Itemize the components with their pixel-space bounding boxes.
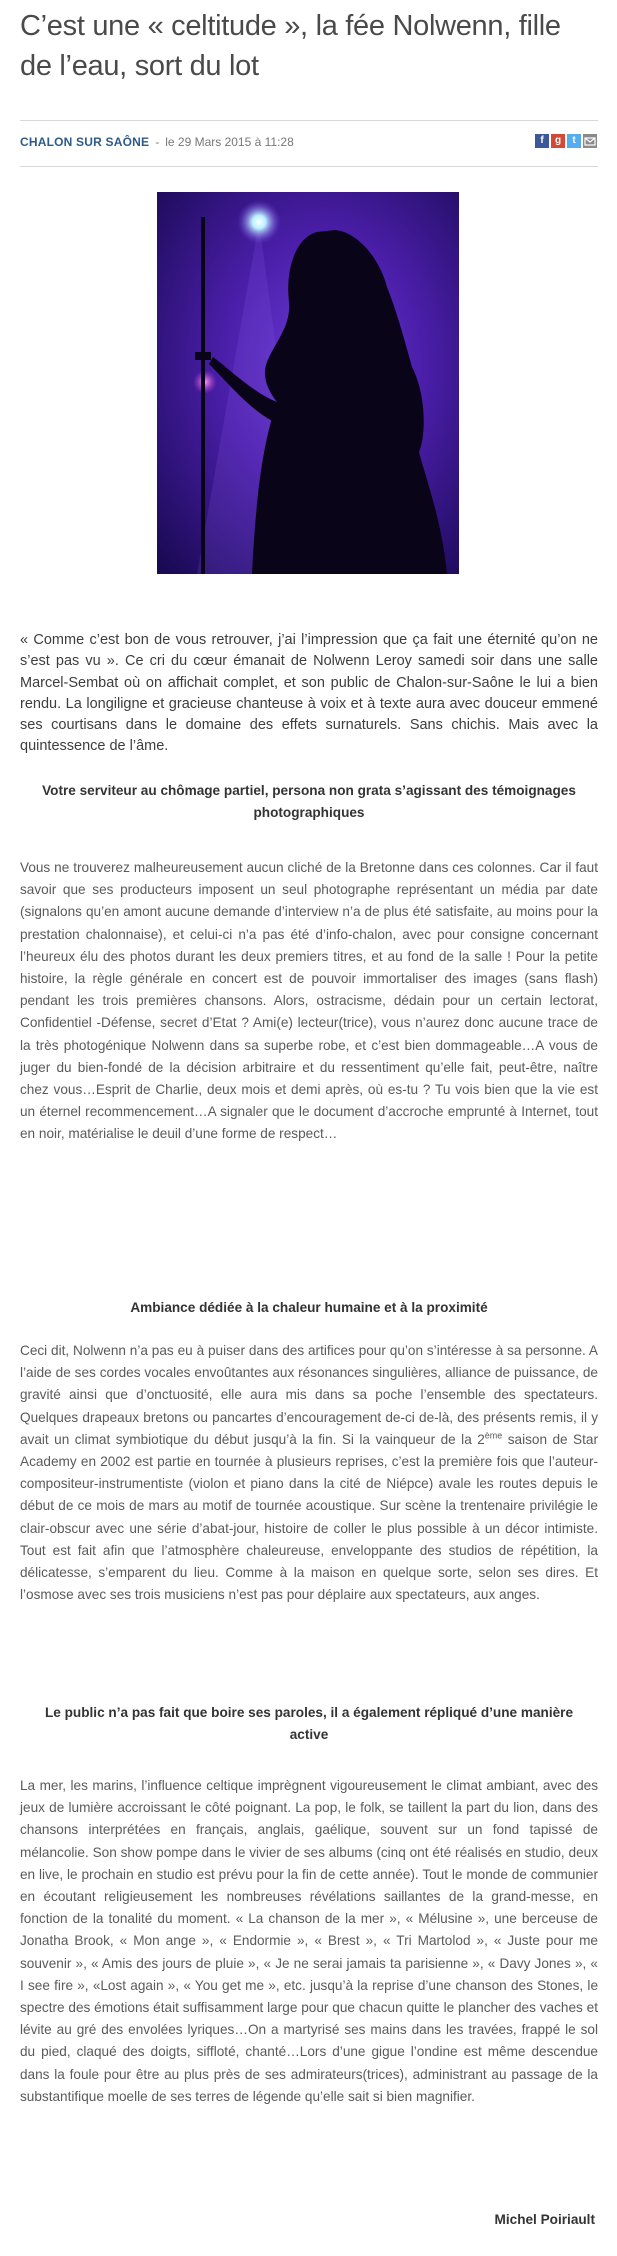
- publish-date: le 29 Mars 2015 à 11:28: [165, 135, 294, 149]
- author-name: Michel Poiriault: [494, 2212, 595, 2227]
- paragraph-1: Vous ne trouverez malheureusement aucun cliché de la Bretonne dans ces colonnes. Car il faut savoir que ses producteurs imposent un seul photographe représentant un média par date (signalons qu’en amont aucune demande d’interview n’a de plus été satisfaite, au moins pour la prestation chalonnaise), et celui-ci n’a pas été d’info-chalon, avec pour consigne concernant l’heureux élu des photos durant les deux premiers titres, et au fond de la salle ! Pour la petite histoire, la règle générale en concert est de pouvoir immortaliser des images (sans flash) pendant les trois premières chansons. Alors, ostracisme, dédain pour un certain lectorat, Confidentiel -Défense, secret d’Etat ? Ami(e) lecteur(trice), vous n’aurez donc aucune trace de la très photogénique Nolwenn dans sa superbe robe, et c’est bien dommageable…A vous de juger du bien-fondé de la décision arbitraire et du ressentiment qu’elle fait, peut-être, naître chez vous…Esprit de Charlie, deux mois et demi après, où es-tu ? Tu vois bien que la vie est un éternel recommencement…A signaler que le document d’accroche emprunté à Internet, tout en noir, matérialise le deuil d’une forme de respect…: [20, 860, 598, 1142]
- subheading-1: Votre serviteur au chômage partiel, persona non grata s’agissant des témoignages photographiques: [42, 783, 576, 820]
- meta-divider: [20, 166, 598, 167]
- ordinal-suffix: ème: [484, 1430, 503, 1441]
- paragraph-2-part-2: saison de Star Academy en 2002 est partie en tournée à plusieurs reprises, c’est la première fois que l’auteur-compositeur-instrumentiste (violon et piano dans la cité de Niépce) avale les routes depuis le début de ce mois de mars au motif de tournée acoustique. Sur scène la trentenaire privilégie le clair-obscur avec une série d’abat-jour, histoire de coller le plus possible à un décor intimiste. Tout est fait afin que l’atmosphère chaleureuse, enveloppante des studios de répétition, la délicatesse, s’emparent du lieu. Comme à la maison en quelque sorte, selon ses dires. Et l’osmose avec ses trois musiciens n’est pas pour déplaire aux spectateurs, aux anges.: [20, 1431, 598, 1603]
- subheading-2: Ambiance dédiée à la chaleur humaine et à la proximité: [130, 1300, 488, 1315]
- title-divider: [20, 120, 598, 121]
- paragraph-2: [20, 1340, 598, 1606]
- meta-separator: -: [155, 135, 160, 149]
- subheading-3: Le public n’a pas fait que boire ses paroles, il a également répliqué d’une manière active: [44, 1705, 574, 1742]
- location-link[interactable]: CHALON SUR SAÔNE: [20, 135, 150, 149]
- google-plus-icon[interactable]: g: [551, 134, 565, 148]
- facebook-icon[interactable]: f: [535, 134, 549, 148]
- intro-paragraph: « Comme c’est bon de vous retrouver, j’ai l’impression que ça fait une éternité qu’on ne s’est pas vu ». Ce cri du cœur émanait de Nolwenn Leroy samedi soir dans une salle Marcel-Sembat où on affichait complet, et son public de Chalon-sur-Saône le lui a bien rendu. La longiligne et gracieuse chanteuse à voix et à texte aura avec douceur emmené ses courtisans dans le domaine des effets surnaturels. Sans chichis. Mais avec la quintessence de l’âme.: [20, 632, 598, 755]
- twitter-icon[interactable]: t: [567, 134, 581, 148]
- article-meta: [20, 135, 294, 149]
- concert-silhouette-photo: [157, 192, 459, 574]
- paragraph-2-part-1: Ceci dit, Nolwenn n’a pas eu à puiser dans des artifices pour qu’on s’intéresse à sa personne. A l’aide de ses cordes vocales envoûtantes aux résonances singulières, alliance de puissance, de gravité ainsi que d’onctuosité, elle aura mis dans sa poche l’ensemble des spectateurs. Quelques drapeaux bretons ou pancartes d’encouragement de-ci de-là, des présents remis, il y avait un climat symbiotique du début jusqu’à la fin. Si la vainqueur de la 2: [20, 1343, 598, 1447]
- email-icon[interactable]: [583, 134, 597, 148]
- paragraph-3: La mer, les marins, l’influence celtique imprègnent vigoureusement le climat ambiant, avec des jeux de lumière accroissant le côté poignant. La pop, le folk, se taillent la part du lion, dans des chansons interprétées en français, anglais, gaélique, souvent sur un fond tapissé de mélancolie. Son show pompe dans le vivier de ses albums (cinq ont été réalisés en studio, deux en live, le prochain en studio est prévu pour la fin de cette année). Tout le monde de communier en écoutant religieusement les nombreuses révélations saillantes de la grand-messe, en fonction de la tonalité du moment. « La chanson de la mer », « Mélusine », une berceuse de Jonatha Brook, « Mon ange », « Endormie », « Brest », « Tri Martolod », « Juste pour me souvenir », « Amis des jours de pluie », « Je ne serai jamais ta parisienne », « Davy Jones », « I see fire », «Lost again », « You get me », etc. jusqu’à la reprise d’une chanson des Stones, le spectre des émotions était suffisamment large pour que chacun quitte le plancher des vaches et lévite au gré des envolées lyriques…On a martyrisé ses mains dans les travées, frappé le sol du pied, claqué des doigts, siffloté, chanté…Lors d’une gigue l’ondine est même descendue dans la foule pour être au plus près de ses admirateurs(trices), administrant au passage de la substantifique moelle de ses terres de légende qu’elle sait si bien magnifier.: [20, 1778, 598, 2104]
- share-bar: [535, 134, 597, 148]
- article-title: C’est une « celtitude », la fée Nolwenn, fille de l’eau, sort du lot: [20, 10, 561, 82]
